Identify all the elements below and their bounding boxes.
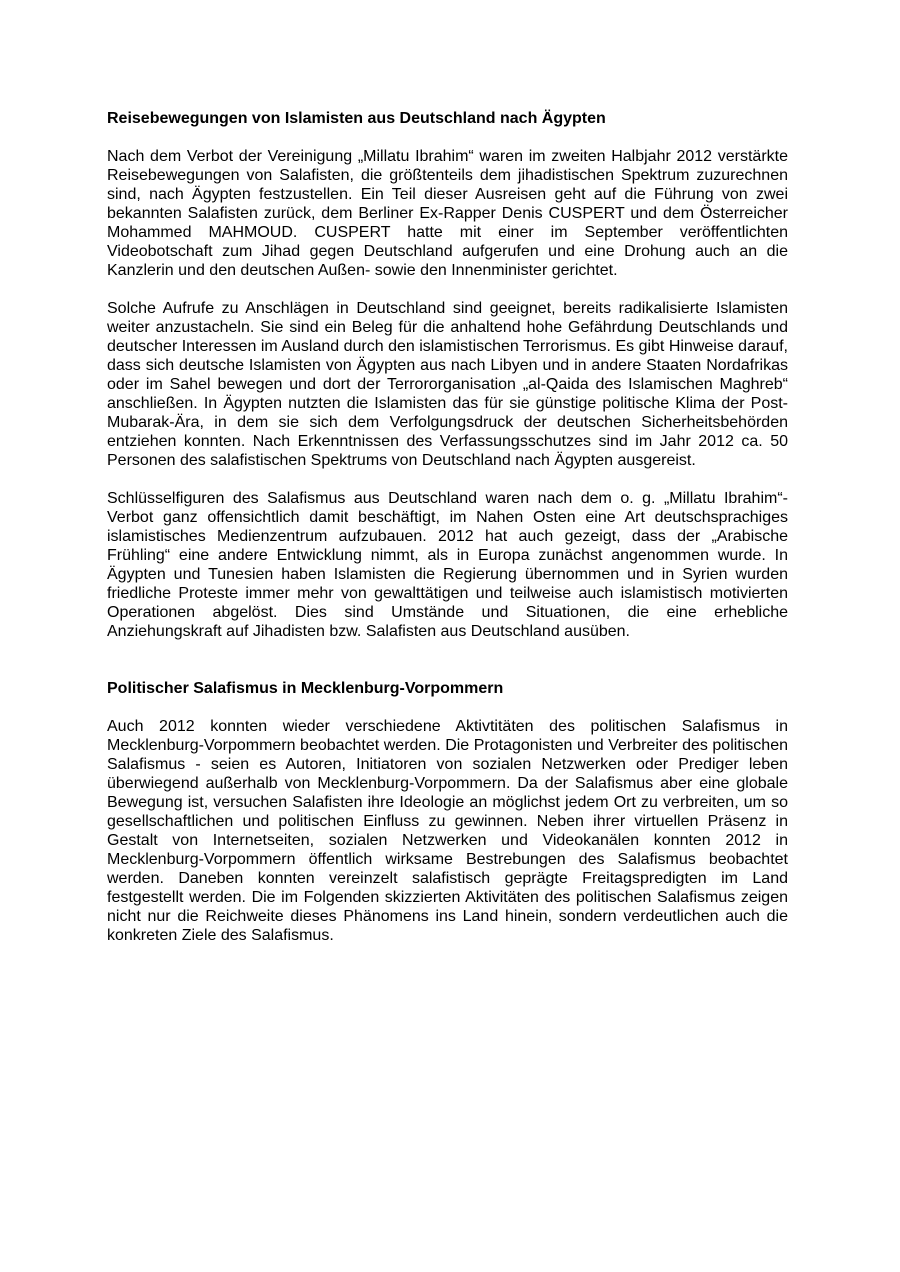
document-page — [107, 106, 788, 945]
paragraph-salafism-mv-1: Auch 2012 konnten wieder verschiedene Aktivtitäten des politischen Salafismus in Mecklenburg-Vorpommern beobachtet werden. Die Protagonisten und Verbreiter des politischen Salafismus - seien es Autoren, Initiatoren von sozialen Netzwerken oder Prediger leben überwiegend außerhalb von Mecklenburg-Vorpommern. Da der Salafismus aber eine globale Bewegung ist, versuchen Salafisten ihre Ideologie an möglichst jedem Ort zu verbreiten, um so gesellschaftlichen und politischen Einfluss zu gewinnen. Neben ihrer virtuellen Präsenz in Gestalt von Internetseiten, sozialen Netzwerken und Videokanälen konnten 2012 in Mecklenburg-Vorpommern öffentlich wirksame Bestrebungen des Salafismus beobachtet werden. Daneben konnten vereinzelt salafistisch geprägte Freitagspredigten im Land festgestellt werden. Die im Folgenden skizzierten Aktivitäten des politischen Salafismus zeigen nicht nur die Reichweite dieses Phänomens ins Land hinein, sondern verdeutlichen auch die konkreten Ziele des Salafismus. — [107, 718, 788, 944]
paragraph-travel-2: Solche Aufrufe zu Anschlägen in Deutschland sind geeignet, bereits radikalisierte Islamisten weiter anzustacheln. Sie sind ein Beleg für die anhaltend hohe Gefährdung Deutschlands und deutscher Interessen im Ausland durch den islamistischen Terrorismus. Es gibt Hinweise darauf, dass sich deutsche Islamisten von Ägypten aus nach Libyen und in andere Staaten Nordafrikas oder im Sahel bewegen und dort der Terrororganisation „al-Qaida des Islamischen Maghreb“ anschließen. In Ägypten nutzten die Islamisten das für sie günstige politische Klima der Post-Mubarak-Ära, in dem sie sich dem Verfolgungsdruck der deutschen Sicherheitsbehörden entziehen konnten. Nach Erkenntnissen des Verfassungsschutzes sind im Jahr 2012 ca. 50 Personen des salafistischen Spektrums von Deutschland nach Ägypten ausgereist. — [107, 300, 788, 469]
paragraph-travel-1: Nach dem Verbot der Vereinigung „Millatu Ibrahim“ waren im zweiten Halbjahr 2012 verstärkte Reisebewegungen von Salafisten, die größtenteils dem jihadistischen Spektrum zuzurechnen sind, nach Ägypten festzustellen. Ein Teil dieser Ausreisen geht auf die Führung von zwei bekannten Salafisten zurück, dem Berliner Ex-Rapper Denis CUSPERT und dem Österreicher Mohammed MAHMOUD. CUSPERT hatte mit einer im September veröffentlichten Videobotschaft zum Jihad gegen Deutschland aufgerufen und eine Drohung auch an die Kanzlerin und den deutschen Außen- sowie den Innenminister gerichtet. — [107, 148, 788, 279]
section-heading-salafism-mv: Politischer Salafismus in Mecklenburg-Vorpommern — [107, 680, 504, 697]
section-heading-travel: Reisebewegungen von Islamisten aus Deutschland nach Ägypten — [107, 110, 606, 127]
paragraph-travel-3: Schlüsselfiguren des Salafismus aus Deutschland waren nach dem o. g. „Millatu Ibrahim“-Verbot ganz offensichtlich damit beschäftigt, im Nahen Osten eine Art deutschsprachiges islamistisches Medienzentrum aufzubauen. 2012 hat auch gezeigt, dass der „Arabische Frühling“ eine andere Entwicklung nimmt, als in Europa zunächst angenommen wurde. In Ägypten und Tunesien haben Islamisten die Regierung übernommen und in Syrien wurden friedliche Proteste immer mehr von gewalttätigen und teilweise auch islamistisch motivierten Operationen abgelöst. Dies sind Umstände und Situationen, die eine erhebliche Anziehungskraft auf Jihadisten bzw. Salafisten aus Deutschland ausüben. — [107, 490, 788, 640]
